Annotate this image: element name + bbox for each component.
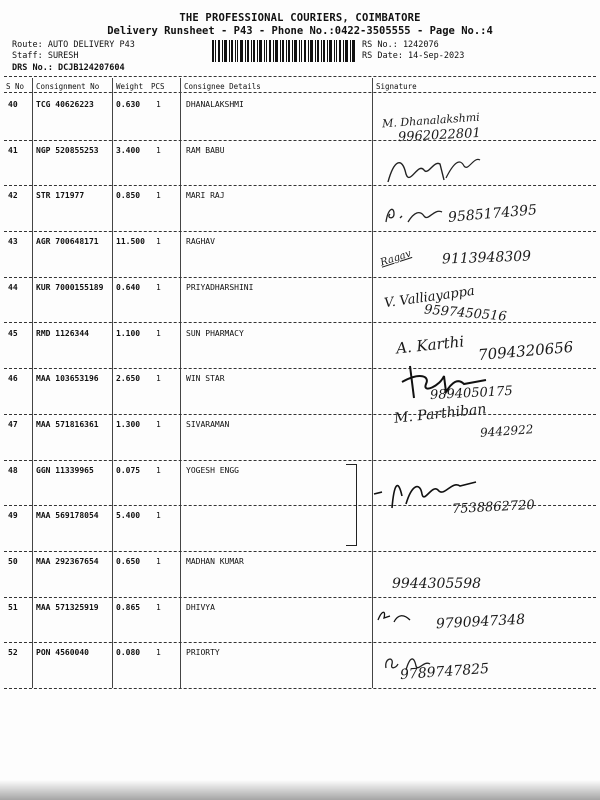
signature-51-phone: 9790947348 xyxy=(435,611,526,633)
cell-consignee: WIN STAR xyxy=(186,374,225,384)
cell-weight: 0.075 xyxy=(116,465,141,475)
cell-consignment: MAA 103653196 xyxy=(36,374,99,384)
cell-pcs: 1 xyxy=(156,602,161,612)
col-header-signature: Signature xyxy=(376,82,417,91)
cell-pcs: 1 xyxy=(156,100,161,109)
row-divider xyxy=(4,277,596,278)
signature-43-phone: 9113948309 xyxy=(441,248,532,268)
cell-consignee: MARI RAJ xyxy=(186,191,225,201)
signature-52-phone: 9789747825 xyxy=(399,660,490,684)
cell-sno: 49 xyxy=(8,511,18,521)
table-row xyxy=(0,96,600,142)
row-divider xyxy=(4,551,596,552)
cell-consignment: MAA 569178054 xyxy=(36,511,99,521)
cell-consignment: MAA 571325919 xyxy=(36,602,99,612)
cell-pcs: 1 xyxy=(156,282,161,292)
cell-pcs: 1 xyxy=(156,145,161,155)
signature-46-phone: 9894050175 xyxy=(429,383,514,404)
cell-sno: 41 xyxy=(8,145,18,155)
signature-42-scribble xyxy=(384,204,444,226)
row-divider xyxy=(4,642,596,643)
signature-40-phone: 9962022801 xyxy=(397,125,482,146)
cell-pcs: 1 xyxy=(156,374,161,384)
cell-sno: 46 xyxy=(8,374,18,384)
row-divider xyxy=(4,231,596,232)
col-header-weight: Weight xyxy=(116,82,144,91)
cell-pcs: 1 xyxy=(156,511,161,521)
cell-weight: 11.500 xyxy=(116,237,145,247)
cell-weight: 0.640 xyxy=(116,282,141,292)
cell-weight: 3.400 xyxy=(116,145,141,155)
row-divider xyxy=(4,140,596,141)
rs-date: RS Date: 14-Sep-2023 xyxy=(362,51,465,61)
rs-number: RS No.: 1242076 xyxy=(362,40,439,50)
row-divider xyxy=(4,414,596,415)
table-row xyxy=(0,279,600,325)
cell-weight: 0.630 xyxy=(116,100,141,109)
cell-weight: 2.650 xyxy=(116,374,141,384)
cell-consignment: TCG 40626223 xyxy=(36,100,94,109)
cell-weight: 0.080 xyxy=(116,648,141,658)
cell-consignee: MADHAN KUMAR xyxy=(186,557,244,566)
cell-sno: 44 xyxy=(8,282,18,292)
cell-consignee: PRIORTY xyxy=(186,648,220,658)
company-title: THE PROFESSIONAL COURIERS, COIMBATORE xyxy=(179,12,421,24)
signature-47-phone: 9442922 xyxy=(479,422,534,440)
signature-47-name: M. Parthiban xyxy=(393,401,488,427)
drs-number: DRS No.: DCJB124207604 xyxy=(12,63,125,73)
cell-weight: 0.850 xyxy=(116,191,141,201)
staff-label: Staff: SURESH xyxy=(12,51,79,61)
cell-consignment: MAA 292367654 xyxy=(36,557,99,566)
signature-48-phone: 7538862720 xyxy=(451,497,536,518)
col-header-consignment: Consignment No xyxy=(36,82,100,91)
cell-pcs: 1 xyxy=(156,237,161,247)
cell-consignment: NGP 520855253 xyxy=(36,145,99,155)
signature-50-phone: 9944305598 xyxy=(392,576,482,592)
cell-sno: 43 xyxy=(8,237,18,247)
row-divider xyxy=(4,368,596,369)
cell-pcs: 1 xyxy=(156,465,161,475)
signature-42-phone: 9585174395 xyxy=(447,202,538,226)
cell-pcs: 1 xyxy=(156,191,161,201)
table-row xyxy=(0,553,600,599)
header-divider-bottom xyxy=(4,92,596,93)
cell-consignee: RAM BABU xyxy=(186,145,225,155)
cell-sno: 47 xyxy=(8,419,18,429)
row-divider xyxy=(4,185,596,186)
cell-sno: 45 xyxy=(8,328,18,338)
signature-44-phone: 9597450516 xyxy=(423,302,508,325)
cell-sno: 51 xyxy=(8,602,18,612)
table-row xyxy=(0,644,600,690)
cell-weight: 1.100 xyxy=(116,328,141,338)
row-divider xyxy=(4,597,596,598)
route-label: Route: AUTO DELIVERY P43 xyxy=(12,40,135,50)
cell-consignment: PON 4560040 xyxy=(36,648,89,658)
col-header-pcs: PCS xyxy=(151,82,165,91)
row-divider xyxy=(4,688,596,689)
cell-sno: 52 xyxy=(8,648,18,658)
cell-consignment: MAA 571816361 xyxy=(36,419,99,429)
signature-45-name: A. Karthi xyxy=(395,332,465,358)
cell-weight: 5.400 xyxy=(116,511,141,521)
table-row xyxy=(0,507,600,553)
cell-consignment: STR 171977 xyxy=(36,191,85,201)
signature-44-name: V. Valliayappa xyxy=(383,283,476,312)
col-header-sno: S No xyxy=(6,82,25,91)
cell-pcs: 1 xyxy=(156,328,161,338)
cell-consignee: YOGESH ENGG xyxy=(186,465,239,475)
cell-sno: 50 xyxy=(8,557,18,566)
signature-51-scribble xyxy=(376,606,412,628)
row-divider xyxy=(4,460,596,461)
signature-40-name: M. Dhanalakshmi xyxy=(381,110,481,131)
table-row xyxy=(0,142,600,188)
cell-sno: 40 xyxy=(8,100,18,109)
cell-pcs: 1 xyxy=(156,557,161,566)
cell-consignment: KUR 7000155189 xyxy=(36,282,104,292)
cell-consignment: GGN 11339965 xyxy=(36,465,94,475)
col-header-consignee: Consignee Details xyxy=(184,82,261,91)
signature-45-phone: 7094320656 xyxy=(477,337,575,365)
runsheet-subtitle: Delivery Runsheet - P43 - Phone No.:0422-3505555 - Page No.:4 xyxy=(107,25,493,37)
cell-weight: 0.865 xyxy=(116,602,141,612)
cell-consignee: PRIYADHARSHINI xyxy=(186,282,254,292)
signature-43-name: Ragav xyxy=(379,248,413,269)
cell-pcs: 1 xyxy=(156,419,161,429)
cell-pcs: 1 xyxy=(156,648,161,658)
cell-weight: 1.300 xyxy=(116,419,141,429)
cell-weight: 0.650 xyxy=(116,557,141,566)
row-divider xyxy=(4,322,596,323)
barcode-icon xyxy=(212,40,355,62)
cell-consignee: DHIVYA xyxy=(186,602,215,612)
cell-consignment: AGR 700648171 xyxy=(36,237,99,247)
cell-consignment: RMD 1126344 xyxy=(36,328,89,338)
cell-consignee: SIVARAMAN xyxy=(186,419,230,429)
cell-sno: 48 xyxy=(8,465,18,475)
cell-consignee: DHANALAKSHMI xyxy=(186,100,244,109)
scan-shadow xyxy=(0,780,600,800)
signature-41-scribble xyxy=(384,150,484,190)
bracket-48-49 xyxy=(346,464,357,546)
cell-consignee: SUN PHARMACY xyxy=(186,328,244,338)
cell-consignee: RAGHAV xyxy=(186,237,215,247)
header-divider-top xyxy=(4,76,596,77)
cell-sno: 42 xyxy=(8,191,18,201)
